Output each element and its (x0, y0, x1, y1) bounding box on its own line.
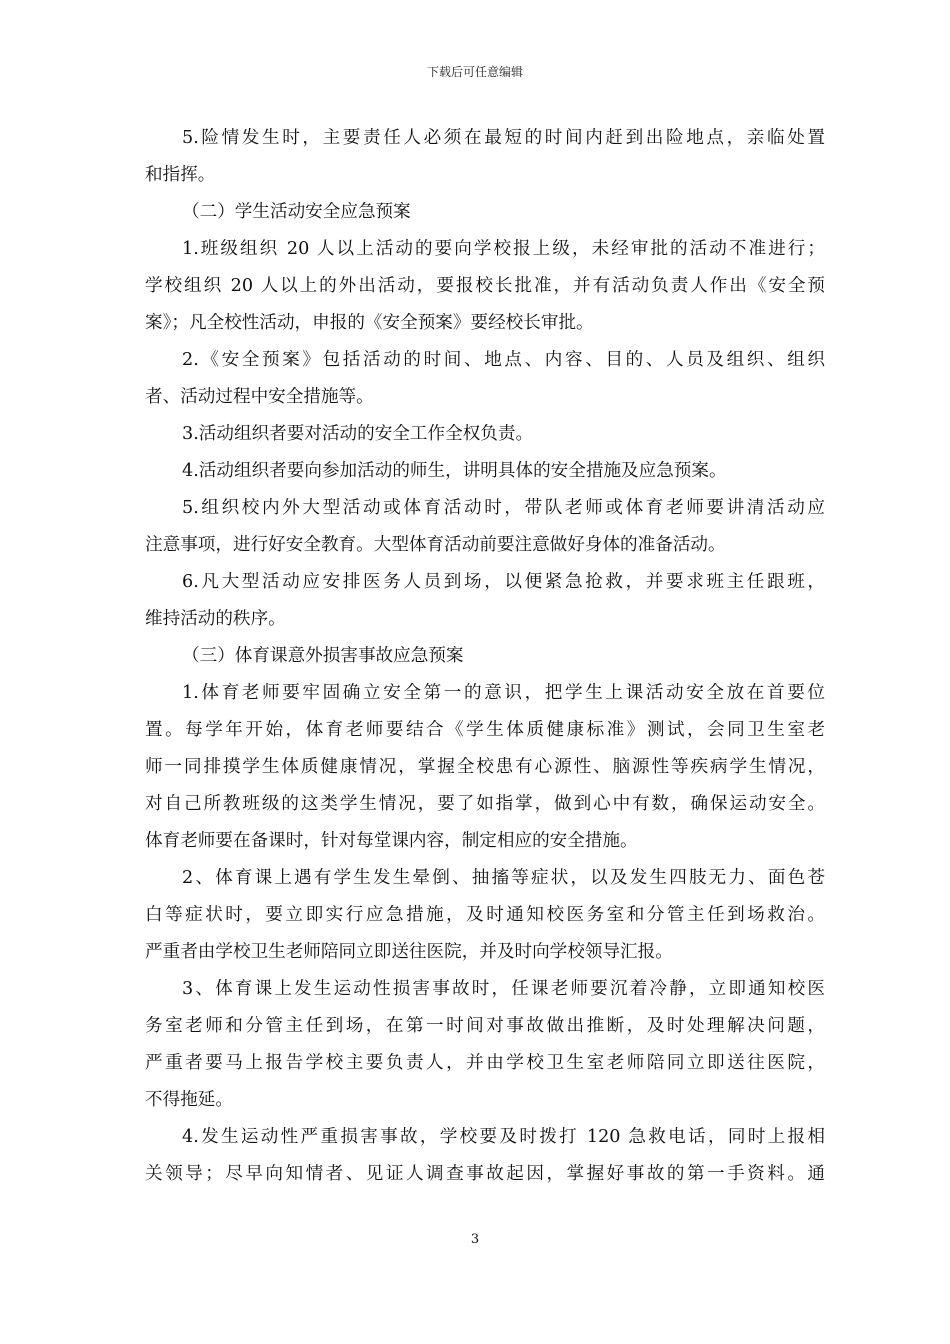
text-line: 学校组织 20 人以上的外出活动，要报校长批准，并有活动负责人作出《安全预 (145, 276, 825, 296)
text-line: 5.险情发生时，主要责任人必须在最短的时间内赶到出险地点，亲临处置 (182, 128, 825, 148)
page-number: 3 (470, 1232, 480, 1247)
text-line: 对自己所教班级的这类学生情况，要了如指掌，做到心中有数，确保运动安全。 (145, 794, 825, 814)
text-line: 4.活动组织者要向参加活动的师生，讲明具体的安全措施及应急预案。 (182, 461, 727, 481)
text-line: 2、体育课上遇有学生发生晕倒、抽搐等症状，以及发生四肢无力、面色苍 (182, 868, 825, 888)
text-line: 4.发生运动性严重损害事故，学校要及时拨打 120 急救电话，同时上报相 (182, 1127, 825, 1147)
text-line: 置。每学年开始，体育老师要结合《学生体质健康标准》测试，会同卫生室老 (145, 720, 825, 740)
text-line: 务室老师和分管主任到场，在第一时间对事故做出推断，及时处理解决问题， (145, 1016, 825, 1036)
text-line: （二）学生活动安全应急预案 (182, 202, 411, 222)
text-line: 体育老师要在备课时，针对每堂课内容，制定相应的安全措施。 (145, 831, 638, 851)
text-line: 1.体育老师要牢固确立安全第一的意识，把学生上课活动安全放在首要位 (182, 683, 825, 703)
text-line: 严重者由学校卫生老师陪同立即送往医院，并及时向学校领导汇报。 (145, 942, 673, 962)
text-line: 注意事项，进行好安全教育。大型体育活动前要注意做好身体的准备活动。 (145, 535, 726, 555)
text-line: 和指挥。 (145, 165, 216, 185)
text-line: （三）体育课意外损害事故应急预案 (182, 646, 464, 666)
text-line: 者、活动过程中安全措施等。 (145, 387, 374, 407)
text-line: 案》；凡全校性活动，申报的《安全预案》要经校长审批。 (145, 313, 594, 333)
text-line: 严重者要马上报告学校主要负责人，并由学校卫生室老师陪同立即送往医院， (145, 1053, 825, 1073)
text-line: 白等症状时，要立即实行应急措施，及时通知校医务室和分管主任到场救治。 (145, 905, 825, 925)
text-line: 3、体育课上发生运动性损害事故时，任课老师要沉着冷静，立即通知校医 (182, 979, 825, 999)
text-line: 维持活动的秩序。 (145, 609, 286, 629)
page-header: 下载后可任意编辑 (426, 65, 523, 79)
text-line: 3.活动组织者要对活动的安全工作全权负责。 (182, 424, 534, 444)
text-line: 6.凡大型活动应安排医务人员到场，以便紧急抢救，并要求班主任跟班， (182, 572, 825, 592)
text-line: 师一同排摸学生体质健康情况，掌握全校患有心源性、脑源性等疾病学生情况， (145, 757, 825, 777)
text-line: 不得拖延。 (145, 1090, 233, 1110)
text-line: 2.《安全预案》包括活动的时间、地点、内容、目的、人员及组织、组织 (182, 350, 825, 370)
text-line: 1.班级组织 20 人以上活动的要向学校报上级，未经审批的活动不准进行； (182, 239, 825, 259)
text-line: 5.组织校内外大型活动或体育活动时，带队老师或体育老师要讲清活动应 (182, 498, 825, 518)
document-body (145, 120, 825, 1193)
text-line: 关领导；尽早向知情者、见证人调查事故起因，掌握好事故的第一手资料。通 (145, 1164, 825, 1184)
